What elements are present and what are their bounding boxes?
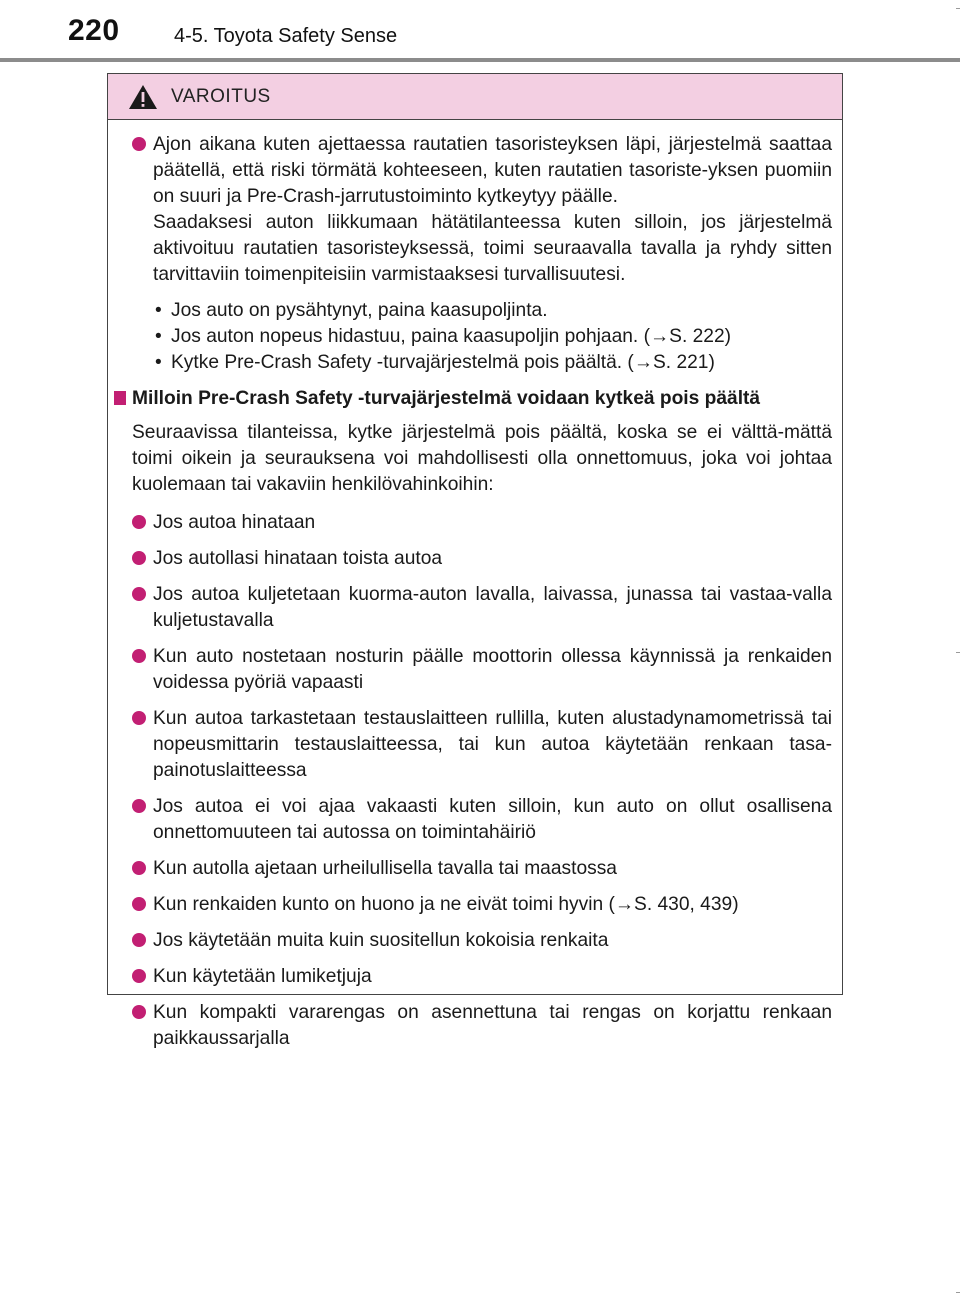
warning-triangle-icon [128,84,158,110]
list-item-text: Jos käytetään muita kuin suositellun kokoisia renkaita [153,930,609,951]
bullet-dot-icon [132,551,146,565]
list-item [108,964,842,990]
header-divider [0,58,960,62]
bullet-dot-icon [132,969,146,983]
sub-list-item: • Jos auto on pysähtynyt, paina kaasupoljinta. [153,298,832,324]
bullet-dot-icon [132,897,146,911]
list-item-text: Jos autoa kuljetetaan kuorma-auton lavalla, laivassa, junassa tai vastaa-valla kuljetustavalla [153,584,832,631]
sub-list-item: • Jos auton nopeus hidastuu, paina kaasupoljin pohjaan. (→S. 222) [153,324,832,350]
list-item-text: Kun autoa tarkastetaan testauslaitteen rullilla, kuten alustadynamometrissä tai nopeusmittarin testauslaitteessa, tai kun autoa käytetään renkaan tasa-painotuslaitteessa [153,708,832,781]
warning-header [108,74,842,120]
list-item [108,856,842,882]
bullet-dot-icon [132,137,146,151]
list-item-text: Kun autolla ajetaan urheilullisella tavalla tai maastossa [153,858,617,879]
intro-text-2: Saadaksesi auton liikkumaan hätätilanteessa kuten silloin, jos järjestelmä aktivoituu rautatien tasoristeyksessä, toimi seuraavalla tavalla ja ryhdy sitten tarvittaviin toimenpiteisiin varmistaaksesi turvallisuutesi. [153,212,832,285]
intro-bullet [108,132,842,376]
list-item [108,706,842,784]
bullet-dot-icon [132,799,146,813]
list-item-text: Kun auto nostetaan nosturin päälle moottorin ollessa käynnissä ja renkaiden voidessa pyöriä vapaasti [153,646,832,693]
list-item [108,582,842,634]
bullet-dot-icon [132,711,146,725]
edge-tick [956,8,960,9]
bullet-dot-icon [132,515,146,529]
list-item [108,1000,842,1052]
page-header [0,0,960,62]
subheading [108,386,842,412]
paragraph: Seuraavissa tilanteissa, kytke järjestelmä pois päältä, koska se ei välttä-mättä toimi oikein ja seurauksena voi mahdollisesti olla onnettomuus, joka voi johtaa kuolemaan tai vakaviin henkilövahinkoihin: [132,422,832,495]
list-item-text: Jos autoa hinataan [153,512,316,533]
square-bullet-icon [114,391,126,405]
bullet-dot-icon [132,587,146,601]
list-item [108,510,842,536]
list-item-text: Jos autoa ei voi ajaa vakaasti kuten silloin, kun auto on ollut osallisena onnettomuuteen tai autossa on toimintahäiriö [153,796,832,843]
section-title: 4-5. Toyota Safety Sense [174,25,398,47]
list-item [108,794,842,846]
page-number: 220 [68,14,120,47]
warning-title: VAROITUS [171,86,271,107]
subheading-text: Milloin Pre-Crash Safety -turvajärjestelmä voidaan kytkeä pois päältä [132,388,761,409]
list-item [108,546,842,572]
edge-tick [956,1292,960,1293]
list-item [108,928,842,954]
warning-box [107,73,843,1049]
list-item-text: Kun renkaiden kunto on huono ja ne eivät toimi hyvin (→S. 430, 439) [153,894,739,915]
bullet-dot-icon [132,933,146,947]
warning-body [108,120,842,1052]
edge-tick [956,652,960,653]
sub-list-item: • Kytke Pre-Crash Safety -turvajärjestelmä pois päältä. (→S. 221) [153,350,832,376]
bullet-dot-icon [132,649,146,663]
sub-list [153,298,832,376]
list-item-text: Jos autollasi hinataan toista autoa [153,548,443,569]
list-item-text: Kun kompakti vararengas on asennettuna tai rengas on korjattu renkaan paikkaussarjalla [153,1002,832,1049]
list-item [108,892,842,918]
intro-text-1: Ajon aikana kuten ajettaessa rautatien tasoristeyksen läpi, järjestelmä saattaa päätellä, että riski törmätä kohteeseen, kuten rautatien tasoriste-yksen puomiin on suuri ja Pre-Crash-jarrutustoiminto kytkeytyy päälle. [153,134,832,207]
bullet-dot-icon [132,1005,146,1019]
list-item [108,644,842,696]
list-item-text: Kun käytetään lumiketjuja [153,966,372,987]
bullet-dot-icon [132,861,146,875]
